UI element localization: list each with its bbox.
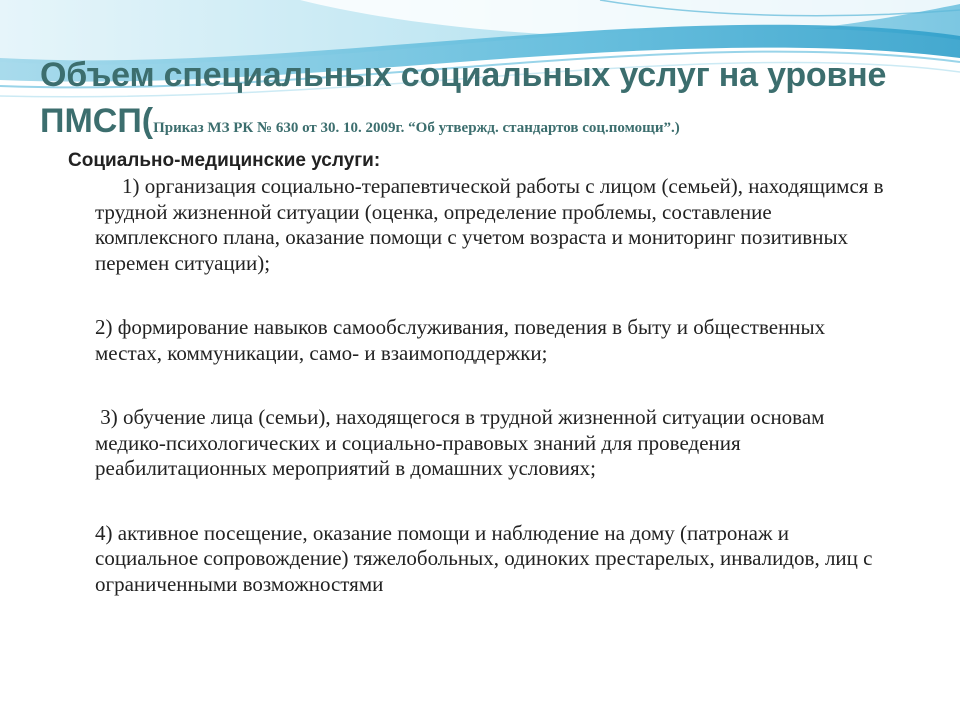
slide-title	[40, 52, 940, 151]
section-heading: Социально-медицинские услуги:	[68, 150, 381, 171]
service-item-2: 2) формирование навыков самообслуживания, поведения в быту и общественных местах, коммуникации, само- и взаимоподдержки;	[95, 315, 826, 365]
title-line-2	[40, 98, 940, 151]
service-item-4: 4) активное посещение, оказание помощи и наблюдение на дому (патронаж и социальное сопровождение) тяжелобольных, одиноких престарелых, инвалидов, лиц с ограниченными возможностями	[95, 520, 873, 596]
service-list	[95, 174, 885, 597]
title-line-1: Объем специальных социальных услуг на уровне	[40, 56, 887, 94]
slide-body	[68, 150, 888, 597]
title-abbreviation: ПМСП(	[40, 102, 154, 140]
title-order-reference: Приказ МЗ РК № 630 от 30. 10. 2009г. “Об утвержд. стандартов соц.помощи”.)	[153, 120, 680, 136]
service-item-3: 3) обучение лица (семьи), находящегося в трудной жизненной ситуации основам медико-психологических и социально-правовых знаний для проведения реабилитационных мероприятий в домашних условиях;	[95, 405, 830, 480]
service-item-1: 1) организация социально-терапевтической работы с лицом (семьей), находящимся в трудной жизненной ситуации (оценка, определение проблемы, составление комплексного плана, оказание помощи с учетом возраста и мониторинг позитивных перемен ситуации);	[95, 174, 884, 275]
